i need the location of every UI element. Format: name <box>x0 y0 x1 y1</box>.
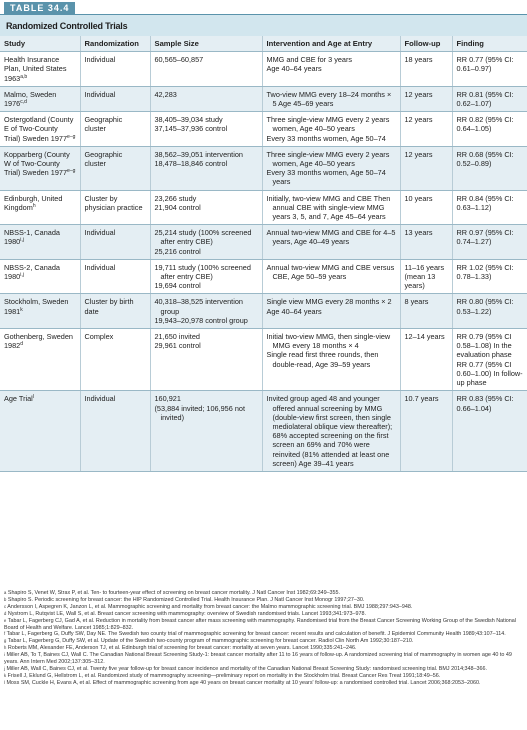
cell-intervention <box>262 259 400 294</box>
cell-sample-size <box>150 112 262 147</box>
footnote <box>4 631 523 638</box>
cell-follow-up: 10 years <box>400 190 452 225</box>
cell-intervention <box>262 86 400 111</box>
cell-randomization: Individual <box>80 52 150 87</box>
footnote-mark: g <box>4 638 7 644</box>
study-reference-mark: c,d <box>20 99 27 106</box>
study-name: Stockholm, Sweden 1981 <box>4 297 69 316</box>
cell-intervention <box>262 146 400 190</box>
cell-finding: RR 0.68 (95% CI: 0.52–0.89) <box>452 146 527 190</box>
intervention-line: Three single-view MMG every 2 years women, Age 40–50 years <box>266 115 390 134</box>
study-reference-mark: k <box>20 306 23 313</box>
footnote-mark: i <box>4 652 5 658</box>
study-name: NBSS-1, Canada 1980 <box>4 228 60 247</box>
intervention-line: Every 33 months women, Age 50–74 <box>266 133 386 143</box>
intervention-line: Single view MMG every 28 months × 2 <box>266 297 392 307</box>
cell-intervention <box>262 294 400 329</box>
sample-line: 25,214 study (100% screened after entry CBE) <box>154 228 252 247</box>
footnote <box>4 680 523 687</box>
cell-study <box>0 259 80 294</box>
study-reference-mark: h <box>32 202 36 209</box>
study-reference-mark: a,b <box>20 73 28 80</box>
study-reference-mark: l <box>32 394 34 401</box>
study-reference-mark: e–g <box>67 133 76 140</box>
table-title: Randomized Controlled Trials <box>6 21 128 31</box>
footnote <box>4 666 523 673</box>
cell-finding: RR 0.77 (95% CI: 0.61–0.97) <box>452 52 527 87</box>
footnote-text: Miller AB, To T, Baines CJ, Wall C. The Canadian National Breast Screening Study-1: breast cancer mortality after 11 to 16 years of follow-up. A randomized screening trial of mammography in women age 40 to 49 years. Ann Intern Med 2002;137:305–312. <box>4 652 512 666</box>
cell-sample-size <box>150 294 262 329</box>
footnote-mark: b <box>4 596 7 602</box>
footnotes <box>4 590 523 687</box>
cell-sample-size <box>150 329 262 391</box>
footnote <box>4 618 523 632</box>
intervention-line: Initially, two-view MMG and CBE Then annual CBE with single-view MMG years 3, 5, and 7, Age 45–64 years <box>266 193 391 222</box>
cell-intervention <box>262 391 400 472</box>
study-name: Kopparberg (County W of Two-County Trial) Sweden 1977 <box>4 149 70 178</box>
cell-follow-up: 12 years <box>400 112 452 147</box>
cell-sample-size <box>150 225 262 260</box>
footnote-mark: l <box>4 679 5 685</box>
sample-line: 18,478–18,846 control <box>154 159 228 169</box>
cell-finding: RR 0.79 (95% CI 0.58–1.08) In the evaluation phase RR 0.77 (95% CI 0.60–1.00) In follow-up phase <box>452 329 527 391</box>
study-reference-mark: i,j <box>20 237 24 244</box>
sample-line: 40,318–38,525 intervention group <box>154 297 243 316</box>
cell-follow-up: 12 years <box>400 86 452 111</box>
footnote <box>4 645 523 652</box>
footnote <box>4 638 523 645</box>
footnote-text: Tabar L, Fagerberg G, Duffy SW, et al. Update of the Swedish two-county program of mammographic screening for breast cancer. Radiol Clin North Am 1992;30:187–210. <box>7 638 414 645</box>
cell-sample-size <box>150 391 262 472</box>
cell-sample-size <box>150 86 262 111</box>
footnote-text: Frisell J, Eklund G, Hellstrom L, et al. Randomized study of mammography screening—preliminary report on mortality in the Stockholm trial. Breast Cancer Res Treat 1991;18:49–56. <box>7 672 441 679</box>
study-name: NBSS-2, Canada 1980 <box>4 262 60 282</box>
table-row <box>0 146 527 190</box>
study-reference-mark: d <box>20 341 24 348</box>
cell-randomization: Individual <box>80 391 150 472</box>
footnote-text: Roberts MM, Alexander FE, Anderson TJ, et al. Edinburgh trial of screening for breast cancer: mortality at seven years. Lancet 1990;335:241–246. <box>7 645 357 652</box>
cell-randomization: Individual <box>80 259 150 294</box>
cell-finding: RR 0.84 (95% CI: 0.63–1.12) <box>452 190 527 225</box>
table-row <box>0 86 527 111</box>
table-row <box>0 52 527 87</box>
cell-follow-up: 11–16 years (mean 13 years) <box>400 259 452 294</box>
footnote <box>4 590 523 597</box>
footnote <box>4 604 523 611</box>
footnote-text: Moss SM, Cuckle H, Evans A, et al. Effect of mammographic screening from age 40 years on breast cancer mortality at 10 years' follow-up: a randomised controlled trial. Lancet 2006;368:2053–2060. <box>6 679 481 686</box>
header-study: Study <box>0 36 80 52</box>
intervention-line: Initial two-view MMG, then single-view MMG every 18 months × 4 <box>266 332 391 351</box>
cell-study <box>0 391 80 472</box>
footnote-mark: a <box>4 590 7 595</box>
cell-follow-up: 8 years <box>400 294 452 329</box>
intervention-line: Single read first three rounds, then double-read, Age 39–59 years <box>266 350 379 369</box>
header-finding: Finding <box>452 36 527 52</box>
header-follow-up: Follow-up <box>400 36 452 52</box>
table-row <box>0 112 527 147</box>
sample-line: 29,961 control <box>154 341 201 351</box>
cell-follow-up: 12–14 years <box>400 329 452 391</box>
intervention-line: Age 40–64 years <box>266 306 322 316</box>
table-row <box>0 294 527 329</box>
sample-line: 19,694 control <box>154 281 201 291</box>
footnote-text: Tabar L, Fagerberg G, Duffy SW, Day NE. The Swedish two county trial of mammographic screening for breast cancer: recent results and calculation of benefit. J Epidemiol Community Health 1989;43:107–114. <box>6 631 506 638</box>
cell-sample-size <box>150 146 262 190</box>
cell-finding: RR 0.80 (95% CI: 0.53–1.22) <box>452 294 527 329</box>
study-name: Ostergotland (County E of Two-County Trial) Sweden 1977 <box>4 115 74 143</box>
footnote-text: Miller AB, Wall C, Baines CJ, et al. Twenty five year follow-up for breast cancer incidence and mortality of the Canadian National Breast Screening Study: randomised screening trial. BMJ 2014;348–366. <box>6 665 488 672</box>
sample-line: 42,283 <box>154 89 177 99</box>
table-body <box>0 52 527 472</box>
study-name: Malmo, Sweden 1976 <box>4 89 57 109</box>
intervention-line: Annual two-view MMG and CBE for 4–5 years, Age 40–49 years <box>266 228 396 247</box>
footnote-text: Shapiro S, Venet W, Strax P, et al. Ten- to fourteen-year effect of screening on breast cancer mortality. J Natl Cancer Inst 1982;69:349–355. <box>7 590 341 596</box>
footnote-mark: h <box>4 645 7 651</box>
footnote-text: Andersson I, Aspegren K, Janzon L, et al. Mammographic screening and mortality from breast cancer: the Malmo mammographic screening trial. BMJ 1988;297:943–948. <box>7 603 413 610</box>
intervention-line: Every 33 months women, Age 50–74 years <box>266 168 386 187</box>
footnote <box>4 673 523 680</box>
cell-randomization: Individual <box>80 225 150 260</box>
footnote-mark: e <box>4 617 7 623</box>
header-sample-size: Sample Size <box>150 36 262 52</box>
cell-study <box>0 225 80 260</box>
footnote <box>4 611 523 618</box>
sample-line: 37,145–37,936 control <box>154 124 228 134</box>
cell-study <box>0 190 80 225</box>
cell-follow-up: 10.7 years <box>400 391 452 472</box>
footnote-text: Shapiro S. Periodic screening for breast cancer: the HIP Randomized Controlled Trial. Health Insurance Plan. J Natl Cancer Inst Monogr 1997;27–30. <box>7 596 365 603</box>
header-randomization: Randomization <box>80 36 150 52</box>
cell-sample-size <box>150 190 262 225</box>
footnote-text: Nystrom L, Rutqvist LE, Wall S, et al. Breast cancer screening with mammography: overview of Swedish randomised trials. Lancet 1993;341:973–978. <box>7 610 366 617</box>
sample-line: 60,565–60,857 <box>154 55 204 65</box>
sample-line: 21,650 invited <box>154 332 200 342</box>
intervention-line: Invited group aged 48 and younger offered annual screening by MMG (double-view first screen, then single mediolateral oblique view thereafter); 68% accepted screening on the first screen an 69% and 70% were reinvited (81% attended at least one screen) Age 39–41 years <box>266 394 393 468</box>
table-header-row <box>0 36 527 52</box>
study-reference-mark: i,j <box>20 272 24 279</box>
cell-randomization: Individual <box>80 86 150 111</box>
intervention-line: Three single-view MMG every 2 years women, Age 40–50 years <box>266 149 390 169</box>
cell-finding: RR 0.82 (95% CI: 0.64–1.05) <box>452 112 527 147</box>
sample-line: 19,711 study (100% screened after entry CBE) <box>154 262 251 282</box>
study-name: Gothenberg, Sweden 1982 <box>4 332 73 351</box>
cell-intervention <box>262 112 400 147</box>
cell-study <box>0 146 80 190</box>
study-reference-mark: e–g <box>67 168 76 175</box>
intervention-line: Age 40–64 years <box>266 64 322 74</box>
table-row <box>0 329 527 391</box>
cell-randomization: Complex <box>80 329 150 391</box>
header-intervention: Intervention and Age at Entry <box>262 36 400 52</box>
footnote-mark: k <box>4 672 7 678</box>
sample-line: 21,904 control <box>154 202 201 212</box>
footnote-mark: c <box>4 603 7 609</box>
cell-sample-size <box>150 52 262 87</box>
table-row <box>0 391 527 472</box>
cell-finding: RR 0.83 (95% CI: 0.66–1.04) <box>452 391 527 472</box>
cell-study <box>0 294 80 329</box>
footnote <box>4 652 523 666</box>
footnote-text: Tabar L, Fagerberg CJ, Gad A, et al. Reduction in mortality from breast cancer after mass screening with mammography. Randomised trial from the Breast Cancer Screening Working Group of the Swedish National Board of Health and Welfare. Lancet 1985;1:829–832. <box>4 617 516 631</box>
sample-line: 38,562–39,051 intervention <box>154 149 243 159</box>
table-row <box>0 225 527 260</box>
cell-intervention <box>262 225 400 260</box>
cell-randomization: Geographic cluster <box>80 112 150 147</box>
table-title-band <box>0 14 527 36</box>
cell-randomization: Cluster by physician practice <box>80 190 150 225</box>
sample-line: 23,266 study <box>154 193 197 203</box>
cell-randomization: Geographic cluster <box>80 146 150 190</box>
cell-study <box>0 52 80 87</box>
cell-sample-size <box>150 259 262 294</box>
cell-study <box>0 329 80 391</box>
cell-finding: RR 1.02 (95% CI: 0.78–1.33) <box>452 259 527 294</box>
intervention-line: Two-view MMG every 18–24 months × 5 Age 45–69 years <box>266 89 392 109</box>
footnote-mark: d <box>4 610 7 616</box>
cell-finding: RR 0.81 (95% CI: 0.62–1.07) <box>452 86 527 111</box>
trials-table <box>0 36 527 472</box>
sample-line: 160,921 <box>154 394 181 404</box>
cell-randomization: Cluster by birth date <box>80 294 150 329</box>
cell-study <box>0 112 80 147</box>
cell-finding: RR 0.97 (95% CI: 0.74–1.27) <box>452 225 527 260</box>
cell-follow-up: 12 years <box>400 146 452 190</box>
cell-intervention <box>262 329 400 391</box>
sample-line: (53,884 invited; 106,956 not invited) <box>154 403 245 422</box>
study-name: Age Trial <box>4 394 33 404</box>
footnote-mark: f <box>4 631 6 637</box>
cell-intervention <box>262 190 400 225</box>
cell-intervention <box>262 52 400 87</box>
sample-line: 38,405–39,034 study <box>154 115 223 125</box>
cell-study <box>0 86 80 111</box>
footnote <box>4 597 523 604</box>
intervention-line: MMG and CBE for 3 years <box>266 55 353 65</box>
study-name: Edinburgh, United Kingdom <box>4 193 63 212</box>
intervention-line: Annual two-view MMG and CBE versus CBE, Age 50–59 years <box>266 262 395 282</box>
table-number-label: TABLE 34.4 <box>4 2 75 14</box>
sample-line: 19,943–20,978 control group <box>154 315 248 325</box>
cell-follow-up: 13 years <box>400 225 452 260</box>
table-row <box>0 190 527 225</box>
study-name: Health Insurance Plan, United States 1963 <box>4 55 67 83</box>
footnote-mark: j <box>4 665 5 671</box>
cell-follow-up: 18 years <box>400 52 452 87</box>
table-row <box>0 259 527 294</box>
sample-line: 25,216 control <box>154 246 201 256</box>
